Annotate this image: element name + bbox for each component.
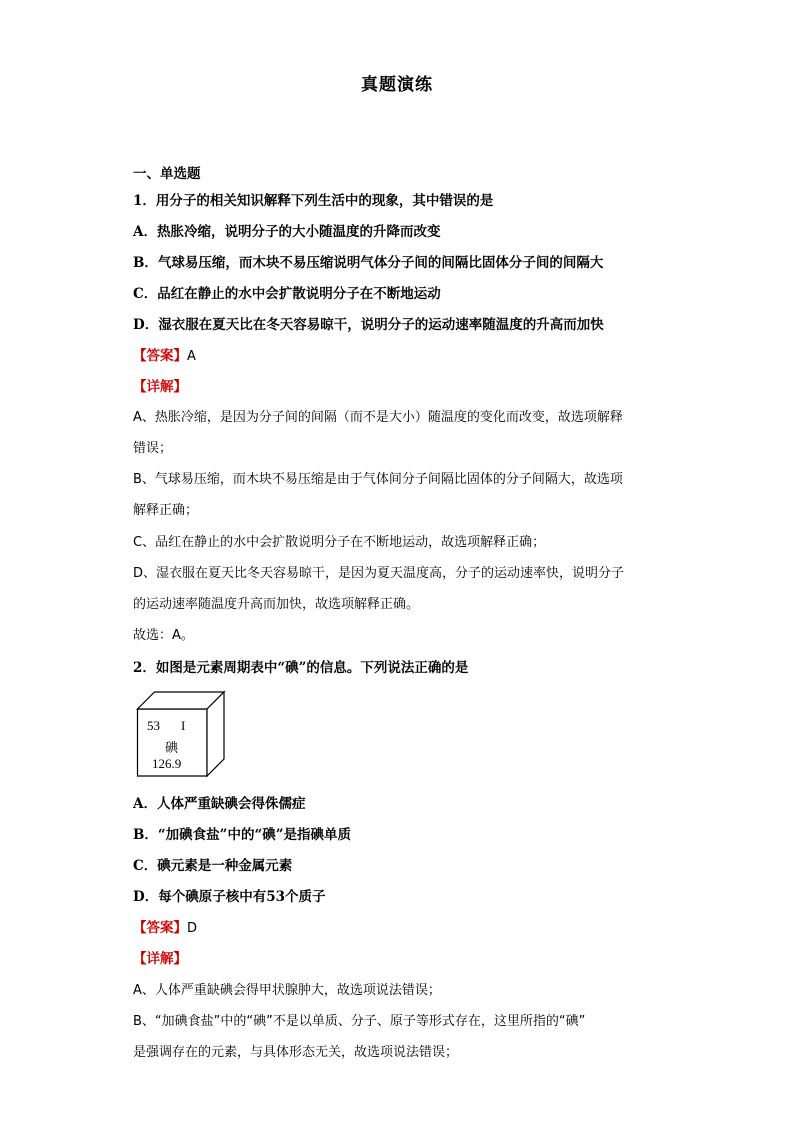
question-1-detail-line: B、气球易压缩，而木块不易压缩是由于气体间分子间隔比固体的分子间隔大，故选项 [133,472,623,487]
question-2-detail-line: B、“加碘食盐”中的“碘”不是以单质、分子、原子等形式存在，这里所指的“碘” [133,1014,586,1029]
question-1-detail-line: D、湿衣服在夏天比冬天容易晾干，是因为夏天温度高，分子的运动速率快，说明分子 [133,566,625,581]
element-name: 碘 [165,740,179,755]
question-2-option-c: C．碘元素是一种金属元素 [133,858,293,874]
question-1-detail-line: A、热胀冷缩，是因为分子间的间隔（而不是大小）随温度的变化而改变，故选项解释 [133,410,623,425]
detail-tag: 【详解】 [133,379,187,395]
question-2-detail-line: A、人体严重缺碘会得甲状腺肿大，故选项说法错误； [133,983,441,998]
section-heading: 一、单选题 [133,166,201,182]
question-2-detail-line: 是强调存在的元素，与具体形态无关，故选项说法错误； [133,1045,459,1060]
question-2-stem: 2．如图是元素周期表中“碘”的信息。下列说法正确的是 [133,660,469,676]
question-1-option-a: A．热胀冷缩，说明分子的大小随温度的升降而改变 [133,224,441,240]
answer-value: D [187,921,198,936]
question-2-detail-tag [133,949,673,969]
question-1-answer [133,346,673,367]
question-2-option-b: B．“加碘食盐”中的“碘”是指碘单质 [133,827,351,843]
question-1-detail-line: C、品红在静止的水中会扩散说明分子在不断地运动，故选项解释正确； [133,535,546,550]
question-2-answer [133,918,673,939]
question-1-detail-tag [133,377,673,397]
atomic-number: 53 [147,718,160,733]
question-1-option-b: B．气球易压缩，而木块不易压缩说明气体分子间的间隔比固体分子间的间隔大 [133,255,604,271]
question-1-detail-line: 的运动速率随温度升高而加快，故选项解释正确。 [133,597,420,612]
answer-tag: 【答案】 [133,920,187,936]
question-2-option-d: D．每个碘原子核中有53个质子 [133,889,326,905]
atomic-mass: 126.9 [152,756,182,771]
question-1-option-c: C．品红在静止的水中会扩散说明分子在不断地运动 [133,286,441,302]
page-title: 真题演练 [361,75,433,95]
element-card-figure [136,690,228,780]
answer-tag: 【答案】 [133,348,187,364]
question-1-stem: 1．用分子的相关知识解释下列生活中的现象，其中错误的是 [133,193,494,209]
question-2-option-a: A．人体严重缺碘会得侏儒症 [133,796,306,812]
element-symbol: I [181,718,186,733]
question-1-option-d: D．湿衣服在夏天比在冬天容易晾干，说明分子的运动速率随温度的升高而加快 [133,317,604,333]
question-1-conclusion: 故选：A。 [133,628,194,643]
question-1-detail-line: 错误； [133,441,173,456]
detail-tag: 【详解】 [133,951,187,967]
question-1-detail-line: 解释正确； [133,503,199,518]
answer-value: A [187,349,196,364]
element-cube-outline [136,690,228,780]
